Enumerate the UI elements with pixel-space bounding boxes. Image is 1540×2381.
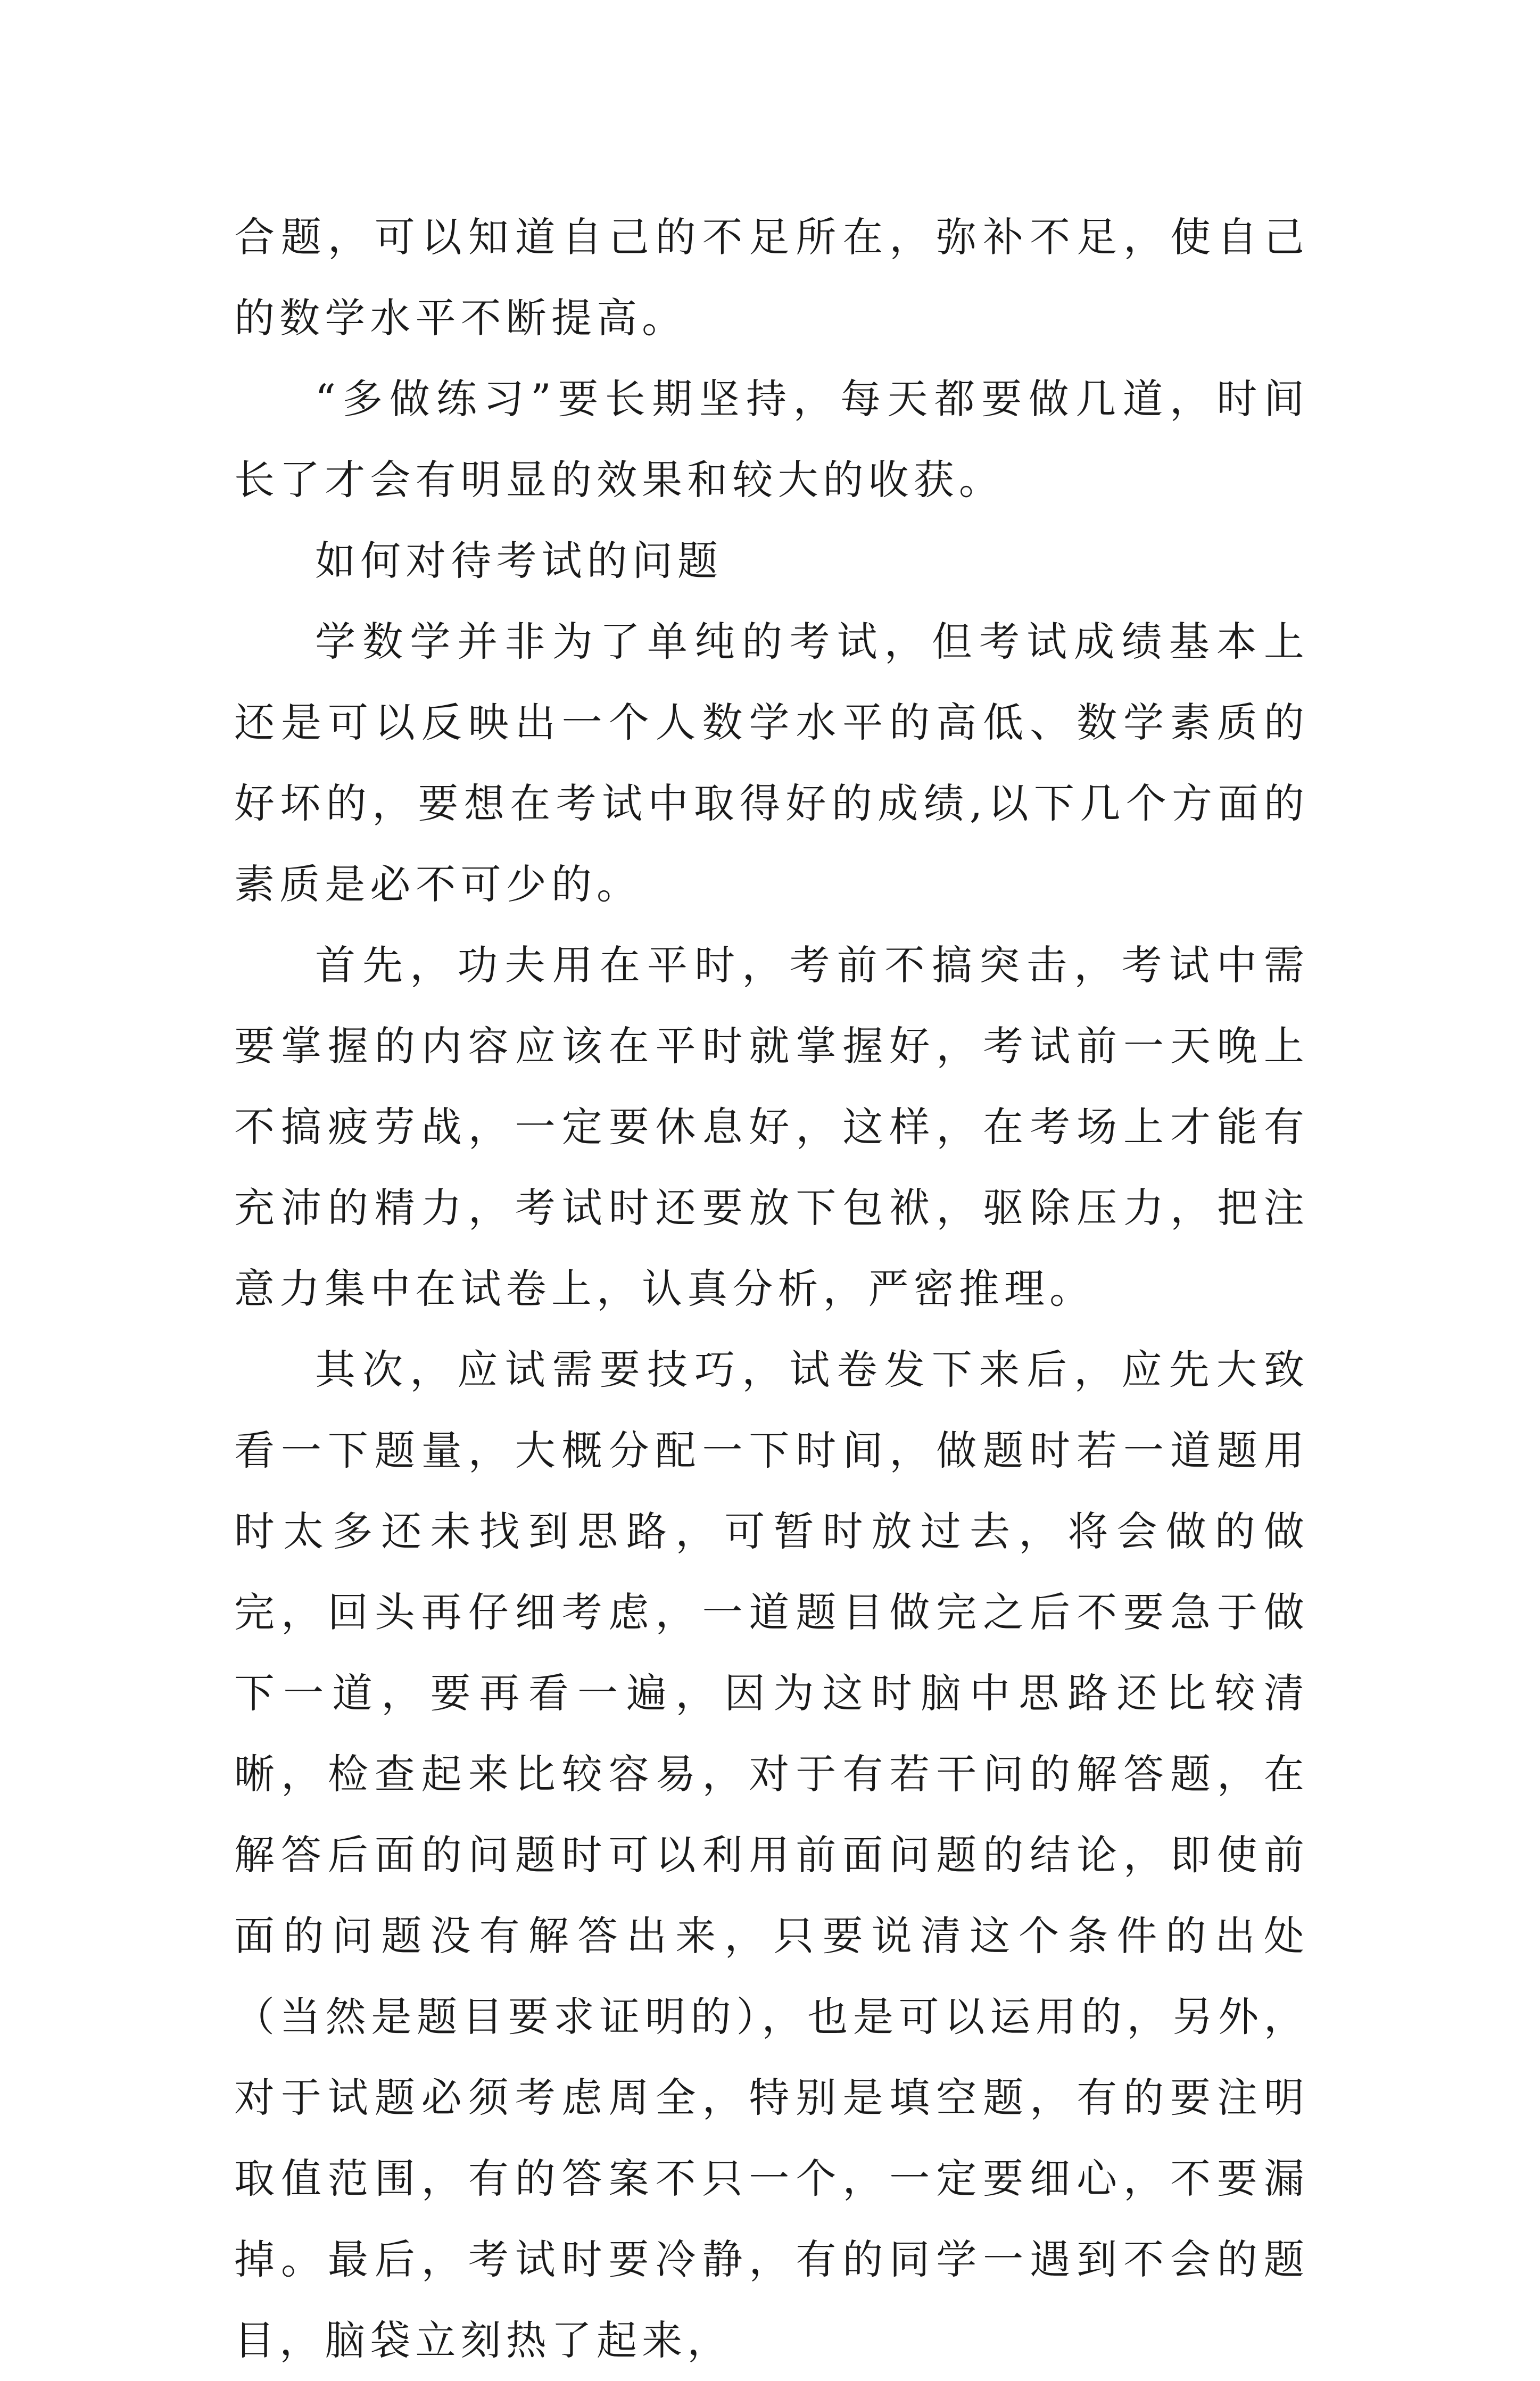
paragraph-first: 首先，功夫用在平时，考前不搞突击，考试中需要掌握的内容应该在平时就掌握好，考试前一天晚上不搞疲劳战，一定要休息好，这样，在考场上才能有充沛的精力，考试时还要放下包袱，驱除压力，把注意力集中在试卷上，认真分析，严密推理。 <box>234 941 1309 1312</box>
paragraph-exam-intro: 学数学并非为了单纯的考试，但考试成绩基本上还是可以反映出一个人数学水平的高低、数学素质的好坏的，要想在考试中取得好的成绩,以下几个方面的素质是必不可少的。 <box>234 618 1309 908</box>
paragraph-second: 其次，应试需要技巧，试卷发下来后，应先大致看一下题量，大概分配一下时间，做题时若一道题用时太多还未找到思路，可暂时放过去，将会做的做完，回头再仔细考虑，一道题目做完之后不要急于做下一道，要再看一遍，因为这时脑中思路还比较清晰，检查起来比较容易，对于有若干问的解答题，在解答后面的问题时可以利用前面问题的结论，即使前面的问题没有解答出来，只要说清这个条件的出处（当然是题目要求证明的），也是可以运用的，另外，对于试题必须考虑周全，特别是填空题，有的要注明取值范围，有的答案不只一个，一定要细心，不要漏掉。最后，考试时要冷静，有的同学一遇到不会的题目，脑袋立刻热了起来， <box>234 1346 1309 2364</box>
paragraph-continuation: 合题，可以知道自己的不足所在，弥补不足，使自己的数学水平不断提高。 <box>234 213 1309 342</box>
paragraph-practice: “多做练习”要长期坚持，每天都要做几道，时间长了才会有明显的效果和较大的收获。 <box>234 375 1309 503</box>
document-body <box>234 197 1309 2381</box>
section-heading-exams: 如何对待考试的问题 <box>315 537 723 584</box>
